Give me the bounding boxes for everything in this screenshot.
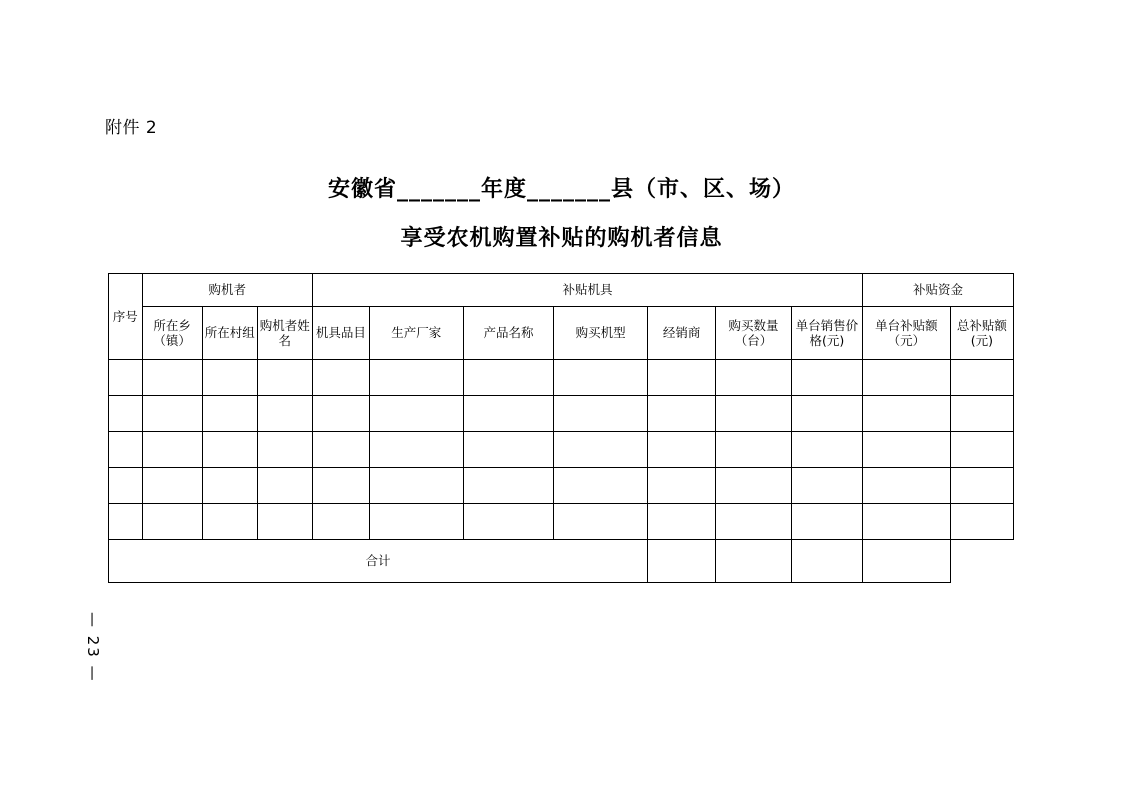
total-quantity[interactable] xyxy=(648,540,716,583)
cell-manufacturer[interactable] xyxy=(369,396,463,432)
total-unit-subsidy[interactable] xyxy=(791,540,862,583)
header-dealer: 经销商 xyxy=(648,307,716,360)
cell-purchaser-name[interactable] xyxy=(257,360,312,396)
cell-purchaser-name[interactable] xyxy=(257,504,312,540)
cell-village[interactable] xyxy=(202,396,257,432)
cell-product-name[interactable] xyxy=(463,504,554,540)
cell-dealer[interactable] xyxy=(648,360,716,396)
header-unit-subsidy: 单台补贴额（元） xyxy=(863,307,951,360)
total-label: 合计 xyxy=(109,540,648,583)
cell-seq[interactable] xyxy=(109,432,143,468)
cell-product-name[interactable] xyxy=(463,396,554,432)
table-row xyxy=(109,396,1014,432)
cell-quantity[interactable] xyxy=(716,396,791,432)
cell-quantity[interactable] xyxy=(716,468,791,504)
cell-machine-category[interactable] xyxy=(312,432,369,468)
cell-product-name[interactable] xyxy=(463,432,554,468)
cell-township[interactable] xyxy=(142,396,202,432)
header-seq: 序号 xyxy=(109,274,143,360)
cell-total-subsidy[interactable] xyxy=(950,396,1013,432)
cell-village[interactable] xyxy=(202,432,257,468)
cell-seq[interactable] xyxy=(109,396,143,432)
header-group-purchaser: 购机者 xyxy=(142,274,312,307)
cell-township[interactable] xyxy=(142,432,202,468)
cell-unit-subsidy[interactable] xyxy=(863,360,951,396)
cell-village[interactable] xyxy=(202,504,257,540)
page-title-line-1: 安徽省_______年度_______县（市、区、场） xyxy=(327,177,795,202)
header-township: 所在乡（镇） xyxy=(142,307,202,360)
cell-purchaser-name[interactable] xyxy=(257,432,312,468)
cell-township[interactable] xyxy=(142,360,202,396)
page-number: — 23 — xyxy=(84,612,102,683)
cell-township[interactable] xyxy=(142,468,202,504)
cell-model-purchased[interactable] xyxy=(554,468,648,504)
cell-manufacturer[interactable] xyxy=(369,504,463,540)
cell-seq[interactable] xyxy=(109,504,143,540)
header-group-machinery: 补贴机具 xyxy=(312,274,862,307)
cell-total-subsidy[interactable] xyxy=(950,360,1013,396)
cell-unit-price[interactable] xyxy=(791,360,862,396)
cell-total-subsidy[interactable] xyxy=(950,468,1013,504)
cell-manufacturer[interactable] xyxy=(369,468,463,504)
table-group-header-row xyxy=(109,274,1014,307)
cell-product-name[interactable] xyxy=(463,360,554,396)
cell-unit-price[interactable] xyxy=(791,504,862,540)
cell-purchaser-name[interactable] xyxy=(257,396,312,432)
header-product-name: 产品名称 xyxy=(463,307,554,360)
header-quantity: 购买数量（台） xyxy=(716,307,791,360)
total-unit-price[interactable] xyxy=(716,540,791,583)
cell-unit-subsidy[interactable] xyxy=(863,432,951,468)
cell-seq[interactable] xyxy=(109,360,143,396)
cell-manufacturer[interactable] xyxy=(369,360,463,396)
header-group-subsidy-funds: 补贴资金 xyxy=(863,274,1014,307)
header-manufacturer: 生产厂家 xyxy=(369,307,463,360)
cell-township[interactable] xyxy=(142,504,202,540)
table-row xyxy=(109,504,1014,540)
cell-quantity[interactable] xyxy=(716,504,791,540)
cell-model-purchased[interactable] xyxy=(554,396,648,432)
header-village: 所在村组 xyxy=(202,307,257,360)
cell-unit-price[interactable] xyxy=(791,396,862,432)
table-row xyxy=(109,360,1014,396)
cell-total-subsidy[interactable] xyxy=(950,504,1013,540)
cell-machine-category[interactable] xyxy=(312,468,369,504)
page-title-line-2: 享受农机购置补贴的购机者信息 xyxy=(400,226,723,251)
cell-unit-price[interactable] xyxy=(791,432,862,468)
cell-model-purchased[interactable] xyxy=(554,504,648,540)
header-purchaser-name: 购机者姓名 xyxy=(257,307,312,360)
cell-quantity[interactable] xyxy=(716,360,791,396)
cell-seq[interactable] xyxy=(109,468,143,504)
total-total-subsidy[interactable] xyxy=(863,540,951,583)
cell-machine-category[interactable] xyxy=(312,504,369,540)
cell-unit-subsidy[interactable] xyxy=(863,468,951,504)
cell-unit-subsidy[interactable] xyxy=(863,396,951,432)
cell-model-purchased[interactable] xyxy=(554,432,648,468)
cell-total-subsidy[interactable] xyxy=(950,432,1013,468)
cell-dealer[interactable] xyxy=(648,468,716,504)
table-total-row xyxy=(109,540,1014,583)
cell-purchaser-name[interactable] xyxy=(257,468,312,504)
cell-village[interactable] xyxy=(202,360,257,396)
header-machine-category: 机具品目 xyxy=(312,307,369,360)
cell-product-name[interactable] xyxy=(463,468,554,504)
subsidy-purchaser-table xyxy=(108,273,1014,583)
cell-dealer[interactable] xyxy=(648,504,716,540)
cell-quantity[interactable] xyxy=(716,432,791,468)
cell-machine-category[interactable] xyxy=(312,360,369,396)
attachment-label: 附件 2 xyxy=(105,118,158,138)
table-sub-header-row xyxy=(109,307,1014,360)
table-row xyxy=(109,432,1014,468)
cell-model-purchased[interactable] xyxy=(554,360,648,396)
header-model-purchased: 购买机型 xyxy=(554,307,648,360)
header-total-subsidy: 总补贴额(元) xyxy=(950,307,1013,360)
cell-machine-category[interactable] xyxy=(312,396,369,432)
table-row xyxy=(109,468,1014,504)
cell-village[interactable] xyxy=(202,468,257,504)
cell-dealer[interactable] xyxy=(648,432,716,468)
cell-manufacturer[interactable] xyxy=(369,432,463,468)
cell-unit-price[interactable] xyxy=(791,468,862,504)
cell-dealer[interactable] xyxy=(648,396,716,432)
cell-unit-subsidy[interactable] xyxy=(863,504,951,540)
header-unit-price: 单台销售价格(元) xyxy=(791,307,862,360)
